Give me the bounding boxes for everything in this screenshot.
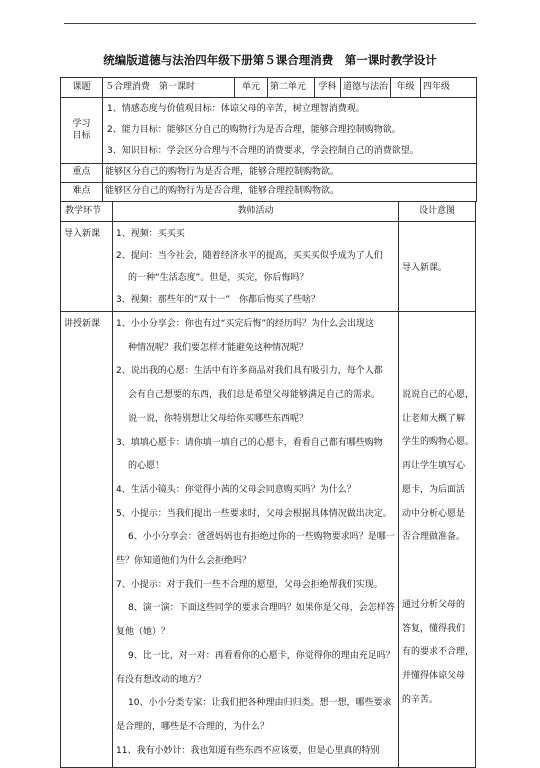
lecture-line: 些？你知道他们为什么会拒绝吗？	[116, 556, 252, 567]
intro-line: 2、提问：当今社会，随着经济水平的提高，买买买似乎成为了人们	[116, 251, 383, 261]
lecture-line: 8、演一演：下面这些同学的要求合理吗？如果你是父母，会怎样答	[128, 603, 395, 614]
goal-item: 1、情感态度与价值观目标：体谅父母的辛苦，树立理智消费观。	[107, 104, 365, 114]
subject-label: 学科	[315, 78, 341, 98]
lecture-line: 10、小小分类专家：让我们把各种理由归归类。想一想，哪些要求	[128, 698, 392, 709]
key-point-text: 能够区分自己的购物行为是否合理，能够合理控制购物欲。	[103, 164, 477, 183]
difficulty-row	[61, 183, 477, 202]
lecture-line: 11、我有小妙计：我也知道有些东西不应该要，但是心里真的特别	[116, 745, 380, 756]
header-rule	[64, 23, 476, 24]
intent-line: 学生的购物心愿。	[402, 437, 475, 448]
lecture-line: 6、小小分享会：爸爸妈妈也有拒绝过你的一些购物要求吗？是哪一	[128, 532, 395, 543]
activity-header: 教师活动	[113, 202, 399, 221]
goal-item: 3、知识目标：学会区分合理与不合理的消费要求，学会控制自己的消费欲望。	[107, 146, 419, 156]
column-header-row	[61, 201, 475, 221]
goals-row	[61, 98, 477, 164]
intent-line: 再让学生填写心	[402, 461, 466, 472]
intent-line: 有的要求不合理，	[402, 647, 475, 658]
stage-header: 教学环节	[61, 202, 113, 221]
topic-value: ５合理消费 第一课时	[103, 78, 235, 98]
intent-line: 让老师大概了解	[402, 413, 466, 424]
intent-line: 否合理做准备。	[402, 532, 466, 543]
lecture-row	[61, 311, 475, 767]
lecture-line: 种情况呢？我们要怎样才能避免这种情况呢？	[128, 342, 309, 353]
lecture-line: 1、小小分享会：你也有过“买完后悔”的经历吗？为什么会出现这	[116, 319, 375, 329]
document-title: 统编版道德与法治四年级下册第５课合理消费 第一课时教学设计	[103, 53, 437, 67]
lecture-line: 2、说出我的心愿：生活中有许多商品对我们具有吸引力，每个人都	[116, 366, 383, 377]
lecture-line: 9、比一比，对一对：再看看你的心愿卡，你觉得你的理由充足吗？	[128, 650, 395, 661]
intro-intent: 导入新课。	[402, 263, 448, 273]
intro-activity	[113, 222, 399, 311]
intent-line: 的辛苦。	[402, 694, 439, 705]
intent-line: 并懂得体谅父母	[402, 671, 466, 682]
intro-line: 3、视频：那些年的“双十一” 你都后悔买了些啥？	[116, 295, 321, 305]
lecture-activity	[113, 312, 399, 767]
unit-label: 单元	[235, 78, 268, 98]
lecture-line: 5、小提示：当我们提出一些要求时，父母会根据具体情况做出决定。	[116, 508, 392, 519]
lecture-line: 说一说，你特别想让父母给你买哪些东西呢？	[128, 413, 309, 424]
key-point-row	[61, 164, 477, 183]
subject-value: 道德与法治	[341, 78, 391, 98]
lecture-intent	[399, 312, 475, 767]
grade-value: 四年级	[421, 78, 477, 98]
lecture-line: 复他（她）？	[116, 627, 171, 638]
intent-line: 通过分析父母的	[402, 600, 466, 610]
lecture-line: 有没有想改动的地方？	[116, 674, 207, 685]
intent-line: 答复，懂得我们	[402, 623, 466, 634]
activity-grid	[60, 201, 476, 768]
goals-label-line1: 学习	[72, 119, 91, 130]
lecture-line: 是合理的，哪些是不合理的，为什么？	[116, 721, 270, 732]
goals-label	[61, 98, 103, 164]
intro-stage: 导入新课	[61, 222, 113, 311]
difficulty-text: 能够区分自己的购物行为是否合理，能够合理控制购物欲。	[103, 183, 477, 202]
lecture-line: 会有自己想要的东西，我们总是希望父母能够满足自己的需求。	[128, 390, 381, 401]
lecture-line: 的心愿！	[128, 461, 165, 472]
intent-group-2	[402, 594, 474, 713]
difficulty-label: 难点	[61, 183, 103, 202]
intent-line: 愿卡，为后面活	[402, 484, 466, 495]
intro-line: 1、视频：买买买	[116, 229, 185, 239]
topic-label: 课题	[61, 78, 103, 98]
intro-line: 的一种“生活态度”。但是，买完，你后悔吗？	[128, 273, 309, 283]
intent-header: 设计意图	[418, 206, 455, 216]
intro-row	[61, 221, 475, 311]
key-point-label: 重点	[61, 164, 103, 183]
goals-content	[103, 98, 477, 164]
lecture-stage: 讲授新课	[61, 312, 113, 767]
goals-label-line2: 目标	[72, 130, 91, 141]
lesson-plan-table	[60, 77, 477, 202]
lecture-line: 4、生活小镜头：你觉得小茜的父母会同意购买吗？为什么？	[116, 484, 356, 495]
goal-item: 2、能力目标：能够区分自己的购物行为是否合理，能够合理控制购物欲。	[107, 125, 401, 135]
intent-group-1	[402, 384, 474, 550]
grade-label: 年级	[391, 78, 421, 98]
intent-line: 说说自己的心愿，	[402, 390, 475, 400]
lecture-line: 3、填填心愿卡：请你填一填自己的心愿卡，看看自己都有哪些购物	[116, 437, 383, 448]
lecture-line: 7、小提示：对于我们一些不合理的愿望，父母会拒绝帮我们实现。	[116, 579, 383, 590]
intent-line: 动中分析心愿是	[402, 508, 466, 519]
unit-value: 第二单元	[268, 78, 315, 98]
info-row	[61, 78, 477, 98]
